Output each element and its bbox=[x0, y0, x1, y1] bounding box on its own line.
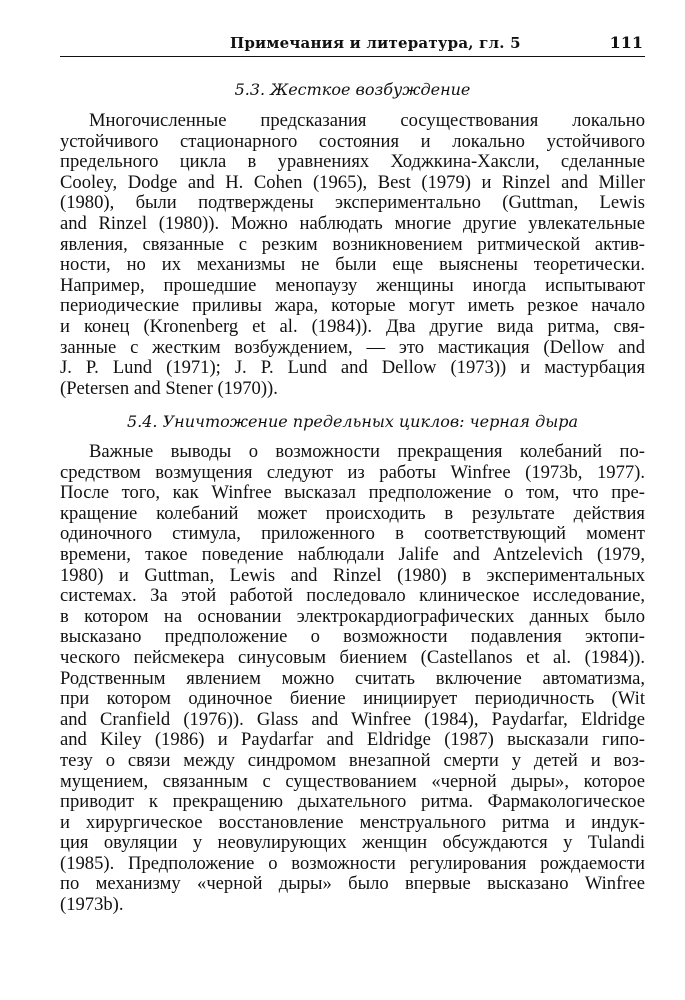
text-line: периодические приливы жара, которые могут иметь резкое начало bbox=[60, 295, 645, 317]
text-line: and Cranfield (1976)). Glass and Winfree (1984), Paydarfar, Eldridge bbox=[60, 708, 645, 730]
text-line: Например, прошедшие менопаузу женщины иногда испытывают bbox=[60, 274, 645, 296]
text-line: (1973b). bbox=[60, 894, 124, 916]
section-title-5-4: 5.4. Уничтожение предельных циклов: черная дыра bbox=[126, 412, 579, 431]
running-head-title: Примечания и литература, гл. 5 bbox=[230, 34, 521, 52]
text-line: мущением, связанным с существованием «черной дыры», которое bbox=[60, 770, 645, 792]
paragraph-5-3 bbox=[60, 111, 645, 399]
text-line: высказано предположение о возможности подавления эктопи- bbox=[60, 626, 645, 648]
text-line: После того, как Winfree высказал предположение о том, что пре- bbox=[60, 482, 645, 504]
text-line: и хирургическое восстановление менструального ритма и индук- bbox=[60, 811, 645, 833]
text-line: 1980) и Guttman, Lewis and Rinzel (1980) в экспериментальных bbox=[60, 564, 645, 586]
text-line: J. P. Lund (1971); J. P. Lund and Dellow (1973)) и мастурбация bbox=[60, 357, 645, 379]
text-line: Важные выводы о возможности прекращения колебаний по- bbox=[89, 441, 645, 462]
text-line: предельного цикла в уравнениях Ходжкина-Хаксли, сделанные bbox=[60, 151, 645, 173]
text-line: приводит к прекращению дыхательного ритма. Фармакологическое bbox=[60, 791, 645, 813]
text-line: средством возмущения следуют из работы Winfree (1973b, 1977). bbox=[60, 461, 645, 483]
text-line: одиночного стимула, приложенного в соответствующий момент bbox=[60, 523, 645, 545]
text-line: ческого пейсмекера синусовым биением (Castellanos et al. (1984)). bbox=[60, 646, 645, 668]
text-line: времени, такое поведение наблюдали Jalife and Antzelevich (1979, bbox=[60, 543, 645, 565]
text-line: and Rinzel (1980)). Можно наблюдать многие другие увлекательные bbox=[60, 212, 645, 234]
page-number: 111 bbox=[609, 33, 643, 52]
text-line: Cooley, Dodge and H. Cohen (1965), Best (1979) и Rinzel and Miller bbox=[60, 171, 645, 193]
text-line: по механизму «черной дыры» было впервые высказано Winfree bbox=[60, 873, 645, 895]
text-line: явления, связанные с резким возникновением ритмической актив- bbox=[60, 233, 645, 255]
text-line: и конец (Kronenberg et al. (1984)). Два другие вида ритма, свя- bbox=[60, 315, 645, 337]
text-line: в котором на основании электрокардиографических данных было bbox=[60, 605, 645, 627]
text-line: кращение колебаний может происходить в результате действия bbox=[60, 502, 645, 524]
text-line: (1980), были подтверждены экспериментально (Guttman, Lewis bbox=[60, 192, 645, 214]
text-line: ция овуляции у неовулирующих женщин обсуждаются у Tulandi bbox=[60, 832, 645, 854]
text-line: Родственным явлением можно считать включение автоматизма, bbox=[60, 667, 645, 689]
text-line: and Kiley (1986) и Paydarfar and Eldridge (1987) высказали гипо- bbox=[60, 729, 645, 751]
text-line: тезу о связи между синдромом внезапной смерти у детей и воз- bbox=[60, 749, 645, 771]
text-line: системах. За этой работой последовало клиническое исследование, bbox=[60, 585, 645, 607]
text-line: занные с жестким возбуждением, — это мастикация (Dellow and bbox=[60, 336, 645, 358]
text-line: Многочисленные предсказания сосуществования локально bbox=[89, 110, 645, 131]
running-head bbox=[60, 30, 645, 57]
paragraph-5-4 bbox=[60, 442, 645, 916]
text-line: устойчивого стационарного состояния и локально устойчивого bbox=[60, 130, 645, 152]
text-line: ности, но их механизмы не были еще выяснены теоретически. bbox=[60, 254, 645, 276]
text-line: при котором одиночное биение инициирует периодичность (Wit bbox=[60, 688, 645, 710]
section-title-5-3: 5.3. Жесткое возбуждение bbox=[234, 80, 471, 99]
text-line: (1985). Предположение о возможности регулирования рождаемости bbox=[60, 852, 645, 874]
text-line: (Petersen and Stener (1970)). bbox=[60, 377, 278, 399]
